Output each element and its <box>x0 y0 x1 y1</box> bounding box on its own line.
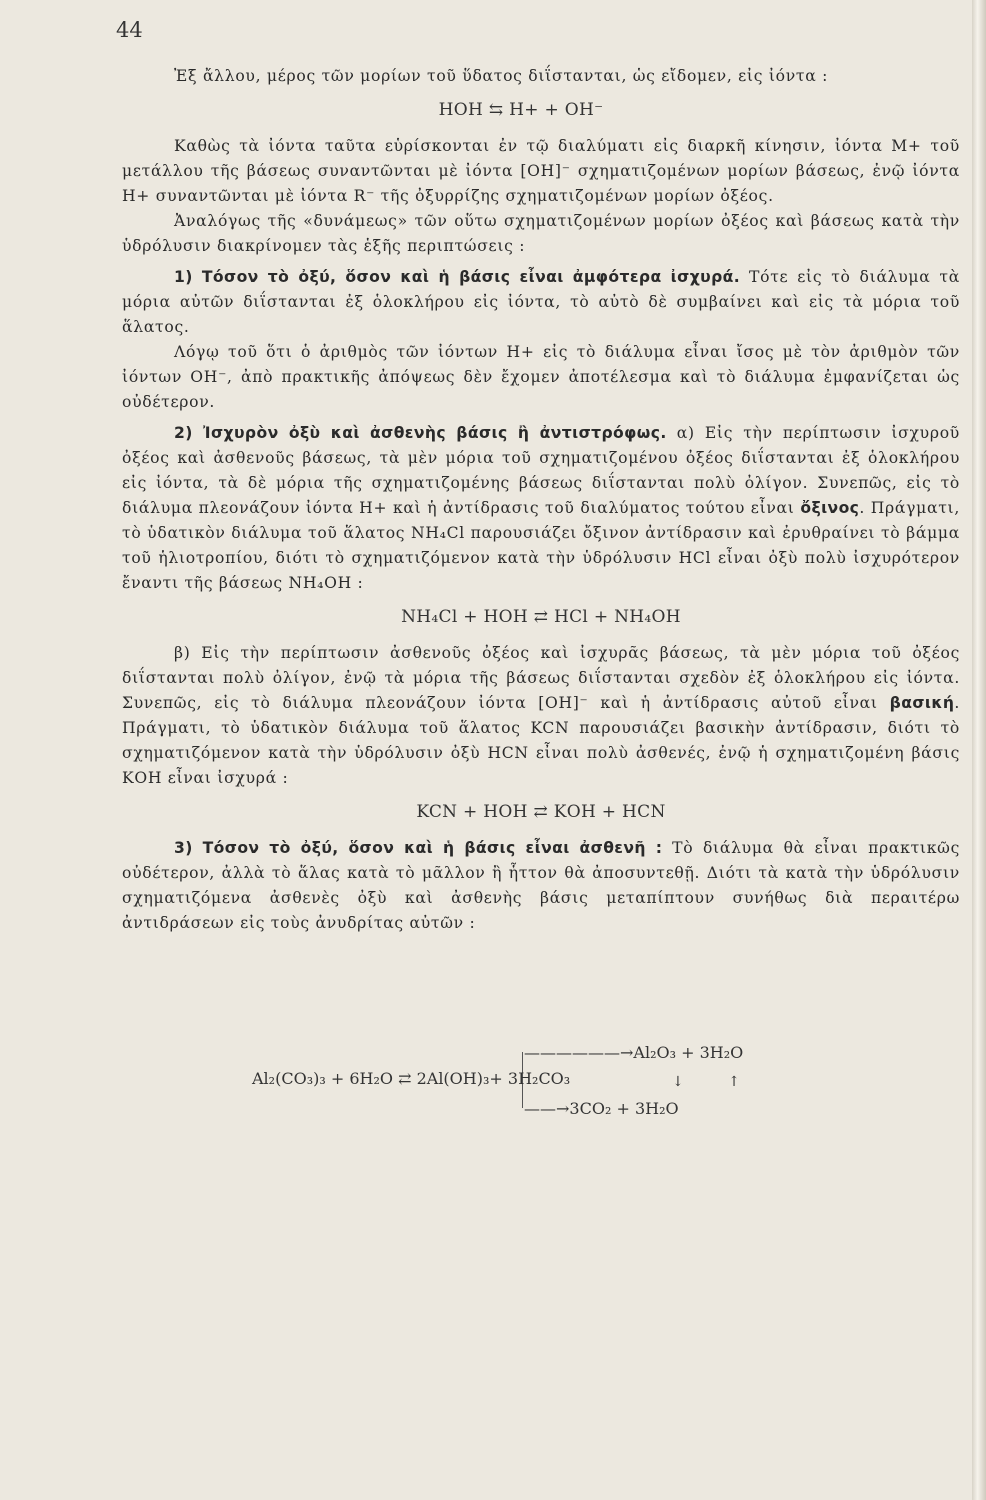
paragraph-case2a <box>122 421 960 596</box>
page-edge <box>972 0 986 1500</box>
emphasis-acidic: ὄξινος <box>800 499 860 517</box>
page-number: 44 <box>116 18 143 42</box>
case2a-text: α) Εἰς τὴν περίπτωσιν ἰσχυροῦ ὀξέος καὶ ἀσθενοῦς βάσεως, τὰ μὲν μόρια τοῦ σχηματιζομένου ὀξέος διΐστανται ἐξ ὁλοκλήρου εἰς ἰόντα, τὰ δὲ μόρια τῆς σχηματιζομένης βάσεως διΐστανται πολὺ ὀλίγον. Συνεπῶς, εἰς τὸ διάλυμα πλεονάζουν ἰόντα Η+ καὶ ἡ ἀντίδρασις τοῦ διαλύματος τούτου εἶναι <box>122 424 960 517</box>
paragraph-case1 <box>122 265 960 340</box>
equation-al-top: ——————→Al₂O₃ + 3H₂O <box>524 1043 744 1062</box>
equation-nh4cl: ΝΗ₄Cl + ΗΟΗ ⇄ HCl + ΝΗ₄ΟΗ <box>401 607 681 627</box>
paragraph-water-dissociation: Ἐξ ἄλλου, μέρος τῶν μορίων τοῦ ὕδατος διΐστανται, ὡς εἴδομεν, εἰς ἰόντα : <box>174 67 829 85</box>
equation-kcn: KCN + ΗΟΗ ⇄ ΚΟΗ + HCN <box>416 802 666 822</box>
paragraph-cases-intro: Ἀναλόγως τῆς «δυνάμεως» τῶν οὕτω σχηματιζομένων μορίων ὀξέος καὶ βάσεως κατὰ τὴν ὑδρόλυσιν διακρίνομεν τὰς ἑξῆς περιπτώσεις : <box>122 212 960 255</box>
paragraph-ion-collision: Καθὼς τὰ ἰόντα ταῦτα εὑρίσκονται ἐν τῷ διαλύματι εἰς διαρκῆ κίνησιν, ἰόντα Μ+ τοῦ μετάλλου τῆς βάσεως συναντῶνται μὲ ἰόντα [ΟΗ]⁻ σχηματιζομένων μορίων βάσεως, ἐνῷ ἰόντα Η+ συναντῶνται μὲ ἰόντα R⁻ τῆς ὀξυρρίζης σχηματιζομένων μορίων ὀξέος. <box>122 137 960 205</box>
case2b-text: β) Εἰς τὴν περίπτωσιν ἀσθενοῦς ὀξέος καὶ ἰσχυρᾶς βάσεως, τὰ μὲν μόρια τοῦ ὀξέος διΐστανται πολὺ ὀλίγον, ἐνῷ τὰ μόρια τῆς βάσεως διΐστανται σχεδὸν ἐξ ὁλοκλήρου εἰς ἰόντα. Συνεπῶς, εἰς τὸ διάλυμα πλεονάζουν ἰόντα [ΟΗ]⁻ καὶ ἡ ἀντίδρασις αὐτοῦ εἶναι <box>122 644 960 712</box>
case1-text: Τότε εἰς τὸ διάλυμα τὰ μόρια αὐτῶν διΐστανται ἐξ ὁλοκλήρου εἰς ἰόντα, τὸ αὐτὸ δὲ συμβαίνει καὶ εἰς τὰ μόρια τοῦ ἅλατος. <box>122 268 960 336</box>
equation-al-arrows: ↓ ↑ <box>672 1074 760 1090</box>
paragraph-case2b <box>122 641 960 791</box>
case2a-text-cont: . Πράγματι, τὸ ὑδατικὸν διάλυμα τοῦ ἅλατος ΝΗ₄Cl παρουσιάζει ὄξινον ἀντίδρασιν καὶ ἐρυθραίνει τὸ βάμμα τοῦ ἡλιοτροπίου, διότι τὸ σχηματιζόμενον κατὰ τὴν ὑδρόλυσιν HCl εἶναι ὀξὺ πολὺ ἰσχυρότερον ἔναντι τῆς βάσεως ΝΗ₄ΟΗ : <box>122 499 960 592</box>
paragraph-case1-neutral: Λόγῳ τοῦ ὅτι ὁ ἀριθμὸς τῶν ἰόντων Η+ εἰς τὸ διάλυμα εἶναι ἴσος μὲ τὸν ἀριθμὸν τῶν ἰόντων ΟΗ⁻, ἀπὸ πρακτικῆς ἀπόψεως δὲν ἔχομεν ἀποτέλεσμα καὶ τὸ διάλυμα ἐμφανίζεται ὡς οὐδέτερον. <box>122 343 960 411</box>
case3-text: Τὸ διάλυμα θὰ εἶναι πρακτικῶς οὐδέτερον, ἀλλὰ τὸ ἅλας κατὰ τὸ μᾶλλον ἢ ἧττον θὰ ἀποσυντεθῇ. Διότι τὰ κατὰ τὴν ὑδρόλυσιν σχηματιζόμενα ἀσθενὲς ὀξὺ καὶ ἀσθενὴς βάσις μεταπίπτουν συνήθως διὰ περαιτέρω ἀντιδράσεων εἰς τοὺς ἀνυδρίτας αὐτῶν : <box>122 839 961 932</box>
case2b-text-cont: . Πράγματι, τὸ ὑδατικὸν διάλυμα τοῦ ἅλατος KCN παρουσιάζει βασικὴν ἀντίδρασιν, διότι τὸ σχηματιζόμενον κατὰ τὴν ὑδρόλυσιν ὀξὺ HCN εἶναι πολὺ ἀσθενές, ἐνῷ ἡ σχηματιζομένη βάσις ΚΟΗ εἶναι ἰσχυρά : <box>122 694 960 787</box>
emphasis-basic: βασική <box>889 694 955 712</box>
equation-al-main: Al₂(CO₃)₃ + 6H₂O ⇄ 2Al(OH)₃+ 3H₂CO₃ <box>252 1069 571 1088</box>
heading-case2: 2) Ἰσχυρὸν ὀξὺ καὶ ἀσθενὴς βάσις ἢ ἀντιστρόφως. <box>174 424 667 442</box>
heading-case1: 1) Τόσον τὸ ὀξύ, ὅσον καὶ ἡ βάσις εἶναι ἀμφότερα ἰσχυρά. <box>174 268 741 286</box>
body-text <box>122 64 960 936</box>
equation-water: ΗΟΗ ⇆ Η+ + ΟΗ⁻ <box>438 100 604 120</box>
equation-aluminium-carbonate <box>252 1040 852 1130</box>
heading-case3: 3) Τόσον τὸ ὀξύ, ὅσον καὶ ἡ βάσις εἶναι ἀσθενῆ : <box>174 839 663 857</box>
equation-al-bottom: ——→3CO₂ + 3H₂O <box>524 1099 679 1118</box>
paragraph-case3 <box>122 836 960 936</box>
